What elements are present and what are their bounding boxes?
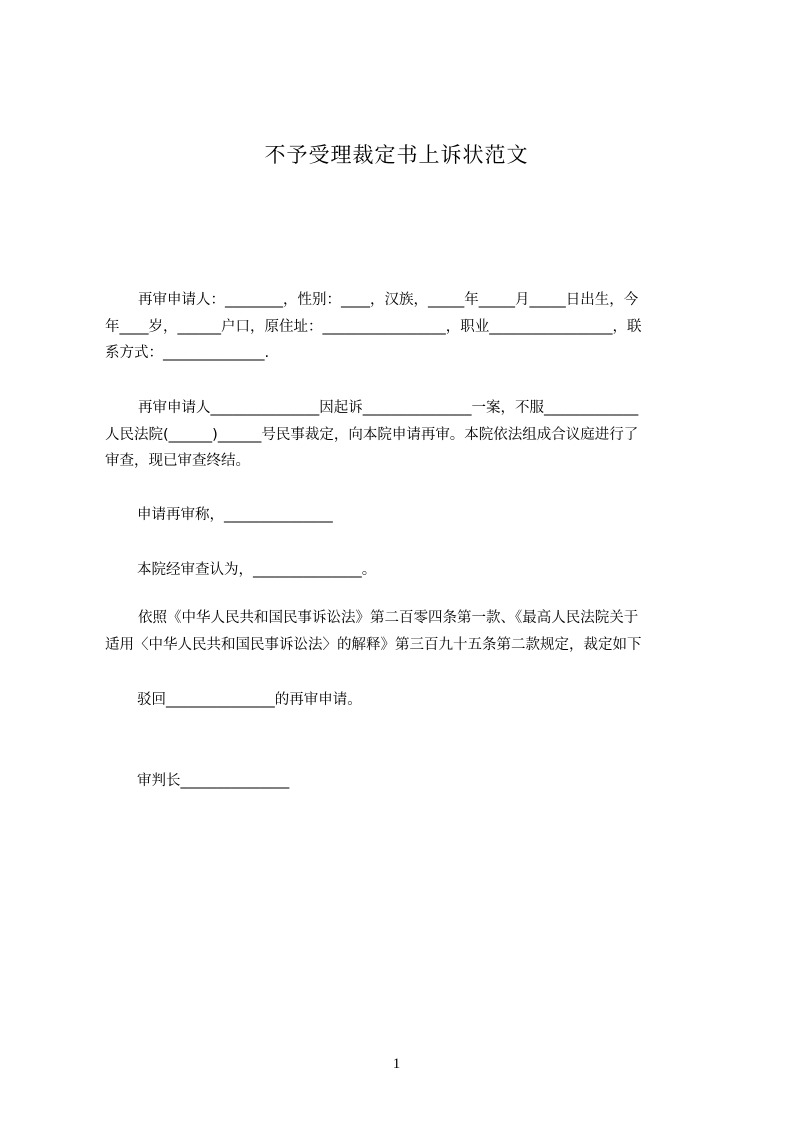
applicant-info-line-2: 年____岁，______户口，原住址：_________________，职业_________________，联 xyxy=(105,318,642,335)
applicant-info-paragraph xyxy=(105,287,700,367)
applicant-info-line-3: 系方式：______________. xyxy=(105,345,270,361)
presiding-judge-line: 审判长_______________ xyxy=(137,773,290,789)
court-opinion-paragraph: 本院经审查认为，_______________。 xyxy=(137,562,377,578)
case-background-line-3: 审查，现已审查终结。 xyxy=(105,453,250,469)
retrial-claim-paragraph: 申请再审称，_______________ xyxy=(137,507,333,523)
page-number: 1 xyxy=(392,1056,401,1072)
document-title: 不予受理裁定书上诉状范文 xyxy=(264,143,529,167)
case-background-paragraph xyxy=(105,395,700,475)
ruling-paragraph: 驳回_______________的再审申请。 xyxy=(137,692,362,708)
legal-basis-line-1: 依照《中华人民共和国民事诉讼法》第二百零四条第一款、《最高人民法院关于 xyxy=(138,610,639,626)
case-background-line-1: 再审申请人_______________因起诉_______________一案，不服_____________ xyxy=(138,400,639,416)
legal-basis-paragraph xyxy=(105,605,700,658)
legal-basis-line-2: 适用〈中华人民共和国民事诉讼法〉的解释》第三百九十五条第二款规定，裁定如下 xyxy=(105,636,642,653)
applicant-info-line-1: 再审申请人：________，性别：____，汉族，_____年_____月_____日出生，今 xyxy=(138,292,639,308)
case-background-line-2: 人民法院(______)______号民事裁定，向本院申请再审。本院依法组成合议庭进行了 xyxy=(105,426,639,443)
